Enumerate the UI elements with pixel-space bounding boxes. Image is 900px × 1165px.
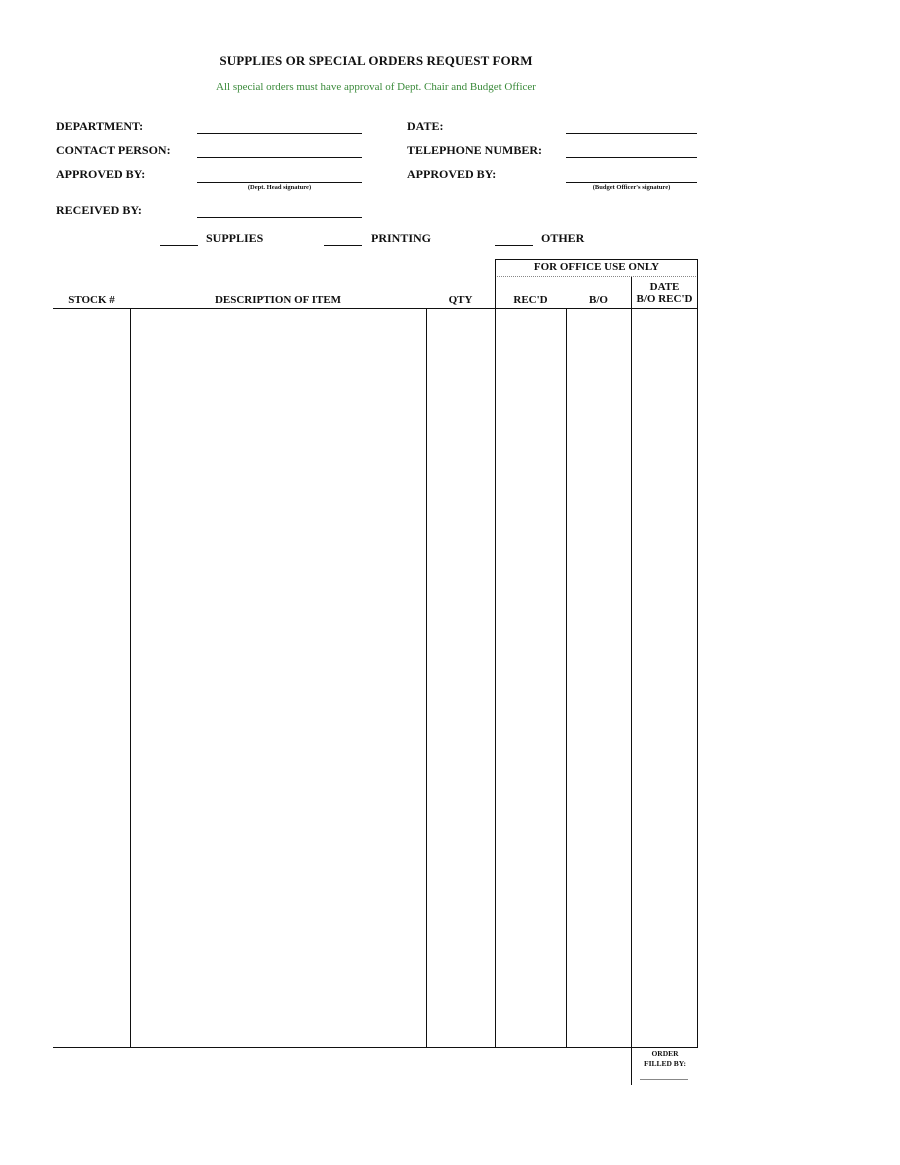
printing-check-field[interactable]: [324, 231, 362, 246]
other-label: OTHER: [541, 231, 585, 245]
description-input-area[interactable]: [132, 312, 426, 1046]
date-label: DATE:: [407, 119, 444, 133]
received-by-field[interactable]: [197, 203, 362, 218]
date-column-header-line1: DATE: [649, 281, 680, 293]
date-field[interactable]: [566, 119, 697, 134]
order-filled-by-field[interactable]: [640, 1067, 688, 1080]
office-use-only-header: FOR OFFICE USE ONLY: [533, 261, 660, 273]
recd-column-divider: [566, 308, 567, 1047]
received-by-label: RECEIVED BY:: [56, 203, 142, 217]
order-filled-by-line1: ORDER: [651, 1049, 679, 1058]
bo-column-divider: [631, 277, 632, 1085]
dept-head-signature-field[interactable]: [197, 168, 362, 183]
form-subtitle: All special orders must have approval of Dept. Chair and Budget Officer: [216, 81, 536, 93]
qty-column-header: QTY: [448, 294, 473, 306]
contact-person-field[interactable]: [197, 143, 362, 158]
form-title: SUPPLIES OR SPECIAL ORDERS REQUEST FORM: [219, 53, 533, 68]
date-column-header-line2: B/O REC'D: [636, 293, 693, 305]
stock-column-divider: [130, 308, 131, 1047]
contact-person-label: CONTACT PERSON:: [56, 143, 171, 157]
telephone-number-label: TELEPHONE NUMBER:: [407, 143, 543, 157]
supplies-label: SUPPLIES: [206, 231, 264, 245]
department-label: DEPARTMENT:: [56, 119, 144, 133]
office-use-box-top: [495, 259, 698, 260]
approved-by-right-label: APPROVED BY:: [407, 167, 497, 181]
budget-officer-signature-caption: (Budget Officer's signature): [592, 184, 671, 191]
budget-officer-signature-field[interactable]: [566, 168, 697, 183]
approved-by-left-label: APPROVED BY:: [56, 167, 146, 181]
table-right-border: [697, 259, 698, 1047]
dept-head-signature-caption: (Dept. Head signature): [247, 184, 312, 191]
supplies-check-field[interactable]: [160, 231, 198, 246]
description-column-header: DESCRIPTION OF ITEM: [214, 294, 342, 306]
description-column-divider: [426, 308, 427, 1047]
department-field[interactable]: [197, 119, 362, 134]
table-header-rule: [53, 308, 698, 309]
qty-column-divider: [495, 259, 496, 1047]
office-use-divider: [495, 276, 698, 277]
bo-column-header: B/O: [589, 294, 608, 306]
other-check-field[interactable]: [495, 231, 533, 246]
stock-column-header: STOCK #: [68, 294, 115, 306]
table-bottom-rule: [53, 1047, 698, 1048]
recd-column-header: REC'D: [513, 294, 548, 306]
order-filled-by-label: [634, 1049, 696, 1069]
order-filled-by-line2: FILLED BY:: [643, 1059, 687, 1068]
printing-label: PRINTING: [371, 231, 432, 245]
telephone-number-field[interactable]: [566, 143, 697, 158]
